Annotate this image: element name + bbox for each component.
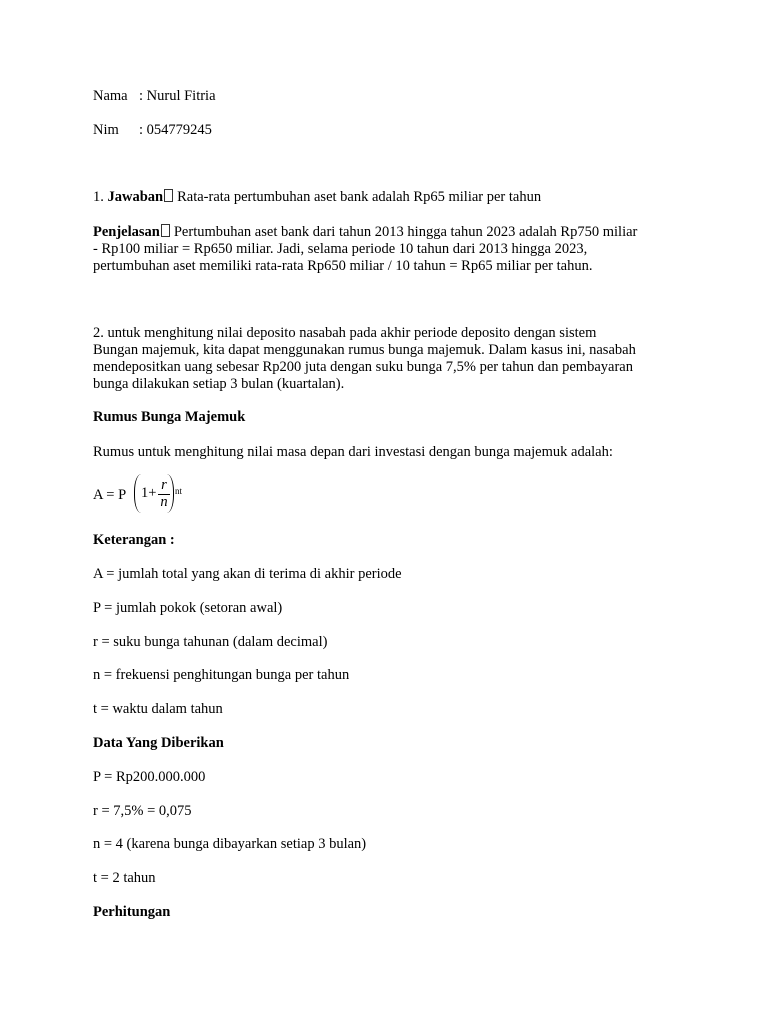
q1-explanation-line: pertumbuhan aset memiliki rata-rata Rp650 miliar / 10 tahun = Rp65 miliar per tahun. [93,258,593,274]
name-value: : Nurul Fitria [139,88,216,104]
q2-intro [93,325,683,393]
formula-denominator: n [160,494,168,510]
q1-number: 1. [93,189,104,205]
data-item: r = 7,5% = 0,075 [93,803,192,819]
q1-explanation [93,224,683,275]
missing-glyph-icon [161,224,170,237]
nim-value: : 054779245 [139,122,212,138]
keterangan-item: r = suku bunga tahunan (dalam decimal) [93,634,328,650]
formula-one-plus: 1+ [141,485,157,501]
right-paren [167,474,174,513]
q1-explanation-line: - Rp100 miliar = Rp650 miliar. Jadi, selama periode 10 tahun dari 2013 hingga 2023, [93,241,588,257]
q1-answer [93,189,541,206]
keterangan-item: n = frekuensi penghitungan bunga per tahun [93,667,350,683]
nim-row [93,122,212,139]
rumus-text: Rumus untuk menghitung nilai masa depan dari investasi dengan bunga majemuk adalah: [93,444,613,460]
q1-explanation-line: Penjelasan Pertumbuhan aset bank dari tahun 2013 hingga tahun 2023 adalah Rp750 miliar [93,224,638,240]
data-item: n = 4 (karena bunga dibayarkan setiap 3 bulan) [93,836,367,852]
formula-exponent: nt [175,486,183,496]
q1-explanation-label: Penjelasan [93,224,160,240]
keterangan-item: P = jumlah pokok (setoran awal) [93,600,283,616]
q2-intro-line: bunga dilakukan setiap 3 bulan (kuartalan). [93,376,345,392]
keterangan-heading: Keterangan : [93,532,175,548]
nim-label: Nim [93,122,119,138]
missing-glyph-icon [164,189,173,202]
q2-intro-line: 2. untuk menghitung nilai deposito nasabah pada akhir periode deposito dengan sistem [93,325,597,341]
q2-intro-line: Bungan majemuk, kita dapat menggunakan rumus bunga majemuk. Dalam kasus ini, nasabah [93,342,636,358]
name-label: Nama [93,88,128,104]
formula-lhs: A = P [93,487,127,503]
keterangan-item: A = jumlah total yang akan di terima di akhir periode [93,566,402,582]
q1-answer-label: Jawaban [107,189,164,205]
left-paren [134,474,141,513]
name-row [93,88,216,105]
data-item: t = 2 tahun [93,870,156,886]
data-item: P = Rp200.000.000 [93,769,206,785]
data-heading: Data Yang Diberikan [93,735,224,751]
q1-answer-text: Rata-rata pertumbuhan aset bank adalah Rp65 miliar per tahun [177,189,542,205]
keterangan-item: t = waktu dalam tahun [93,701,223,717]
formula-numerator: r [161,477,167,493]
perhitungan-heading: Perhitungan [93,904,171,920]
rumus-heading: Rumus Bunga Majemuk [93,409,246,425]
q2-intro-line: mendepositkan uang sebesar Rp200 juta dengan suku bunga 7,5% per tahun dan pembayaran [93,359,633,375]
